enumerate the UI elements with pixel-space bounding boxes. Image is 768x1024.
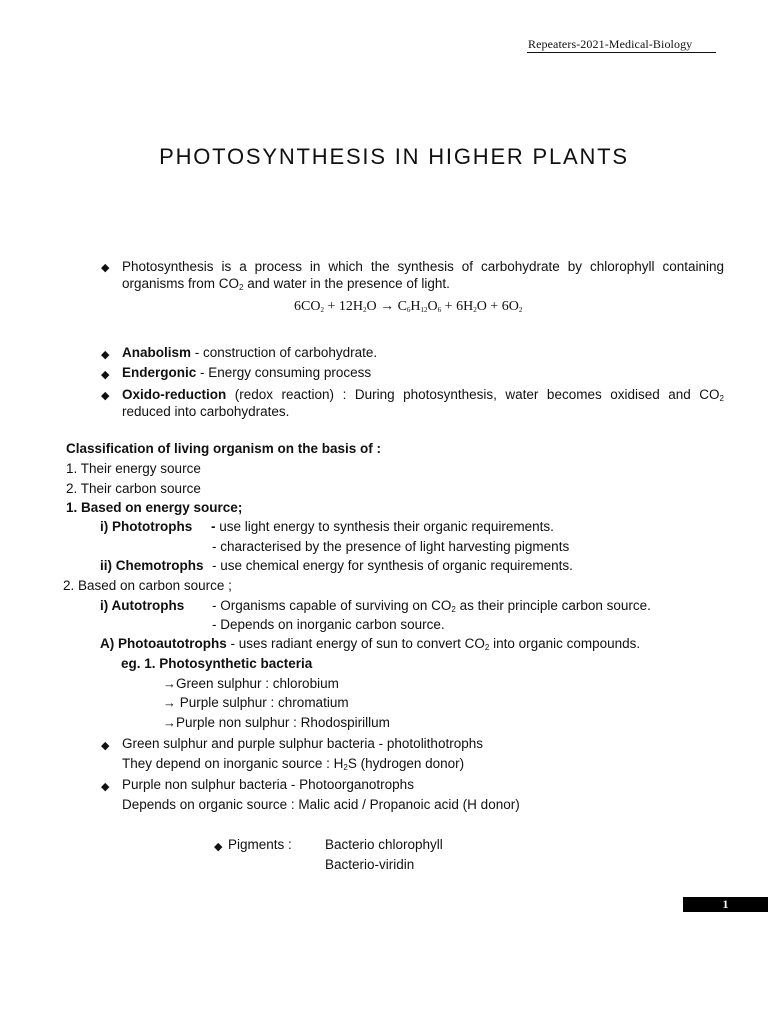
- property-term: Anabolism: [122, 345, 192, 360]
- autotrophs-term: i) Autotrophs: [100, 598, 185, 613]
- phototrophs-definition-2: - characterised by the presence of light harvesting pigments: [212, 539, 570, 554]
- autotrophs-definition: - Organisms capable of surviving on $CO_2$ as their principle carbon source.: [212, 598, 651, 614]
- bacteria-item: → Purple sulphur : chromatium: [163, 695, 349, 710]
- arrow-right-icon: →: [163, 695, 176, 710]
- energy-source-heading: 1. Based on energy source;: [66, 500, 243, 515]
- property-term: Oxido-reduction: [122, 387, 227, 402]
- classification-heading: Classification of living organism on the basis of :: [66, 441, 382, 456]
- chemotrophs-term: ii) Chemotrophs: [100, 558, 204, 573]
- chemotrophs-definition: - use chemical energy for synthesis of organic requirements.: [212, 558, 573, 573]
- bacteria-item: →Purple non sulphur : Rhodospirillum: [163, 715, 390, 730]
- property-anabolism: [122, 345, 377, 360]
- arrow-right-icon: →: [163, 715, 176, 730]
- example-heading: eg. 1. Photosynthetic bacteria: [121, 656, 313, 671]
- pigment-value: Bacterio-viridin: [325, 857, 415, 872]
- bullet-diamond-icon: ◆: [101, 349, 110, 361]
- note-photoorganotrophs: Purple non sulphur bacteria - Photoorganotrophs: [122, 777, 414, 792]
- bullet-diamond-icon: ◆: [101, 390, 110, 402]
- photosynthesis-equation: $6CO_2 + 12H_2O \to C_6H_{12}O_6 + 6H_2O + 6O_2$: [294, 299, 523, 314]
- bullet-diamond-icon: ◆: [101, 262, 110, 274]
- phototrophs-term: i) Phototrophs: [100, 519, 193, 534]
- property-oxido-reduction: [122, 386, 724, 420]
- bullet-diamond-icon: ◆: [101, 369, 110, 381]
- note-photolithotrophs: Green sulphur and purple sulphur bacteria - photolithotrophs: [122, 736, 483, 751]
- arrow-right-icon: →: [163, 676, 176, 691]
- classification-item: 2. Their carbon source: [66, 481, 201, 496]
- property-text: - Energy consuming process: [196, 365, 372, 380]
- bullet-diamond-icon: ◆: [101, 781, 110, 793]
- page-title: PHOTOSYNTHESIS IN HIGHER PLANTS: [159, 144, 629, 169]
- classification-item: 1. Their energy source: [66, 461, 201, 476]
- intro-text-a: Photosynthesis is a process in which the synthesis of carbohydrate by chlorophyll containing organisms from CO: [122, 259, 724, 291]
- property-term: Endergonic: [122, 365, 197, 380]
- property-text: - construction of carbohydrate.: [191, 345, 378, 360]
- header-rule: [527, 52, 716, 53]
- note-inorganic-source: They depend on inorganic source : $H_2S$ (hydrogen donor): [122, 756, 465, 772]
- intro-text-b: and water in the presence of light.: [243, 276, 450, 291]
- page-number: 1: [683, 897, 768, 912]
- intro-paragraph: [122, 258, 724, 292]
- note-organic-source: Depends on organic source : Malic acid / Propanoic acid (H donor): [122, 797, 520, 812]
- phototrophs-definition: - use light energy to synthesis their organic requirements.: [211, 519, 554, 534]
- autotrophs-definition-2: - Depends on inorganic carbon source.: [212, 617, 445, 632]
- property-subscript: 2: [719, 394, 724, 403]
- bacteria-item: →Green sulphur : chlorobium: [163, 676, 339, 691]
- carbon-source-heading: 2. Based on carbon source ;: [63, 578, 232, 593]
- pigment-value: Bacterio chlorophyll: [325, 837, 443, 852]
- property-endergonic: [122, 365, 371, 380]
- bullet-diamond-icon: ◆: [214, 841, 223, 853]
- bullet-diamond-icon: ◆: [101, 740, 110, 752]
- running-header: Repeaters-2021-Medical-Biology: [528, 37, 693, 51]
- intro-subscript: 2: [239, 283, 244, 292]
- photoautotrophs-definition: A) Photoautotrophs - uses radiant energy of sun to convert $CO_2$ into organic compounds.: [100, 636, 641, 652]
- pigments-label: Pigments :: [228, 837, 292, 852]
- property-text-b: reduced into carbohydrates.: [122, 404, 290, 419]
- property-text-a: (redox reaction) : During photosynthesis, water becomes oxidised and CO: [226, 387, 720, 402]
